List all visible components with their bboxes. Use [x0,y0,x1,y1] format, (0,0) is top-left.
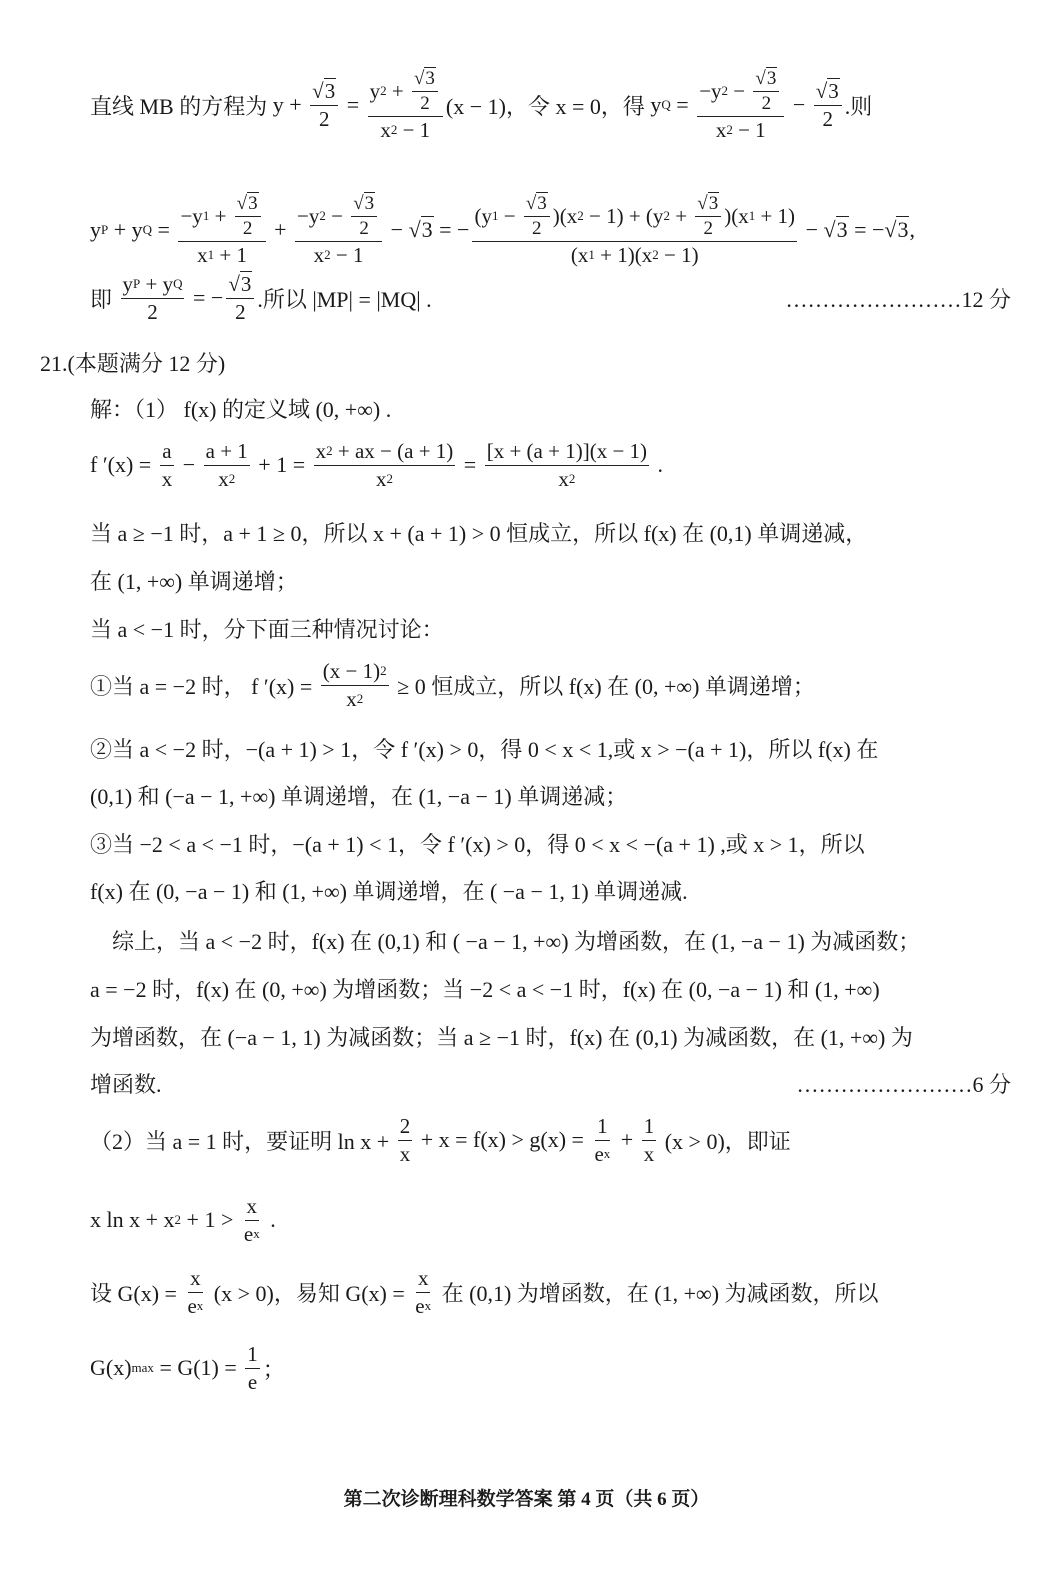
text-run: 2 [147,299,158,324]
numerator [695,193,721,217]
text-run: a + 1 [205,438,248,463]
page-footer: 第二次诊断理科数学答案 第 4 页（共 6 页） [343,1489,710,1510]
text-line [90,868,1011,912]
fraction [351,193,377,240]
text-run: x [380,117,391,142]
text-run: + [615,1127,639,1152]
text-line [90,67,1013,142]
numerator [412,68,438,92]
text-run: 当 a ≥ −1 时，a + 1 ≥ 0，所以 x + (a + 1) > 0 恒成立，所以 f(x) 在 (0,1) 单调递减， [90,520,868,546]
text-line [90,192,1013,267]
fraction [226,272,254,325]
text-run: x [218,466,229,491]
text-run: + y [140,271,174,296]
text-run: 为增函数，在 (−a − 1, 1) 为减函数；当 a ≥ −1 时，f(x) 在 (0,1) 为减函数，在 (1, +∞) 为 [90,1024,913,1050]
text-run: = [341,92,365,117]
fraction [398,1114,413,1167]
superscript: x [196,1298,204,1313]
subscript: 2 [726,122,733,137]
text-run: y [122,271,134,296]
text-run: + x = f(x) > g(x) = [415,1127,590,1152]
text-run: .所以 |MP| = |MQ| . [257,286,432,312]
fraction [814,79,842,132]
text-run: x [313,242,325,267]
numerator [753,68,779,92]
subscript: Q [661,97,671,112]
fraction [642,1114,657,1167]
text-run: x [375,466,387,491]
numerator [314,439,456,466]
fraction [178,193,265,268]
text-run: 即 [90,286,118,312]
text-run: x [161,466,173,491]
square-root: √3 [525,192,547,214]
numerator [368,68,443,117]
text-run: x [643,1141,655,1166]
fraction [185,1266,205,1319]
text-line [90,821,1011,865]
text-run: − [800,217,824,242]
text-run: − 1 [397,117,431,142]
superscript: 2 [174,1212,182,1227]
denominator [374,466,395,492]
text-line [90,510,1011,554]
radicand: 3 [836,217,848,242]
text-run: 1 [643,1113,655,1138]
superscript: 2 [380,663,387,678]
text-run: 设 G(x) = [90,1280,183,1306]
text-run: f(x) 在 (0, −a − 1) 和 (1, +∞) 单调递增，在 ( −a − 1, 1) 单调递减. [90,878,688,904]
text-line [90,606,1011,650]
text-run: 2 [359,217,369,239]
square-root: √3 [823,217,848,242]
numerator [235,193,261,217]
fraction [413,1266,433,1319]
text-run: y [650,92,662,117]
square-root: √3 [815,78,839,103]
denominator [556,466,577,492]
text-run: − [498,203,521,228]
square-root: √3 [408,217,433,242]
text-line [90,1061,1011,1105]
text-line [90,658,1011,711]
text-run: x [315,438,327,463]
numerator [178,193,265,242]
text-run: x [246,1193,258,1218]
fraction [242,1194,262,1247]
text-run: + 1 > [181,1207,239,1232]
denominator [233,299,248,325]
text-run: (x − 1)，令 x = 0，得 [445,93,651,119]
text-line [90,1341,1011,1394]
subscript: P [133,276,141,291]
subscript: 1 [748,208,756,223]
text-line [90,386,1011,430]
text-run: x ln x + x [90,1207,175,1232]
fraction [160,439,175,492]
text-run: + [268,217,293,242]
numerator [121,272,185,299]
text-run: − 1) + (y [583,203,664,228]
square-root: √3 [228,271,252,296]
denominator [821,106,836,132]
subscript: 2 [390,122,398,137]
numerator [188,1266,203,1293]
fraction [485,439,649,492]
numerator [226,272,254,299]
text-run: e [247,1369,258,1394]
numerator [642,1114,657,1141]
fraction [310,79,338,132]
superscript: 2 [386,471,393,486]
text-run: G(x) [90,1355,132,1380]
text-run: 2 [822,106,833,131]
text-run: . [652,452,664,477]
text-run: 2 [399,1113,411,1138]
text-run: = − [187,285,224,310]
fraction [695,193,721,240]
text-run: − [385,217,409,242]
square-root: √3 [755,67,777,89]
denominator [160,466,175,492]
subscript: 1 [207,247,215,262]
text-run: 解：（1） f(x) 的定义域 (0, +∞) . [90,396,392,422]
text-run: x [558,466,569,491]
fraction [245,1342,260,1395]
superscript: 2 [356,691,364,706]
numerator [485,439,649,466]
denominator [760,92,774,115]
text-run: 2 [235,299,246,324]
text-line [90,1265,1011,1318]
text-line [90,966,1011,1010]
numerator [295,193,382,242]
subscript: P [101,222,109,237]
radicand: 3 [425,67,435,89]
fraction [524,193,550,240]
denominator [642,1141,657,1167]
text-run: a = −2 时，f(x) 在 (0, +∞) 为增函数；当 −2 < a < −1 时，f(x) 在 (0, −a − 1) 和 (1, +∞) [90,976,880,1002]
radicand: 3 [324,78,336,103]
subscript: 1 [491,208,499,223]
denominator [312,242,366,268]
text-run: a [162,438,172,463]
radicand: 3 [248,192,258,214]
numerator [351,193,377,217]
text-run: x [715,117,727,142]
text-run: ； [262,1356,285,1382]
text-run: = − [433,217,470,242]
text-run: − 1 [330,242,364,267]
subscript: Q [142,222,153,237]
text-run: (0,1) 和 (−a − 1, +∞) 单调递增，在 (1, −a − 1) 单调递减； [90,783,628,809]
numerator [160,439,173,466]
denominator [714,117,768,143]
subscript: Q [173,276,183,291]
square-root: √3 [697,192,719,214]
text-run: e [415,1293,425,1318]
text-run: , [909,217,915,242]
denominator [241,217,255,240]
text-line [40,340,1011,384]
text-run: − 1 [732,117,766,142]
subscript: max [131,1360,154,1375]
fraction [295,193,382,268]
fraction [235,193,261,240]
text-line [90,1193,1011,1246]
text-line [90,558,1011,602]
subscript: 1 [202,208,210,223]
fraction [412,68,438,115]
superscript: x [603,1146,611,1161]
text-run: − [728,78,751,103]
radicand: 3 [537,192,547,214]
text-line [90,438,1011,491]
numerator [245,1194,260,1221]
numerator [814,79,842,106]
fraction [368,68,443,143]
text-run: f ′(x) = [90,452,157,477]
text-run: (x − 1) [322,658,381,683]
numerator [245,1342,260,1369]
fraction [121,272,185,325]
text-run: x [346,686,357,711]
denominator [344,686,365,712]
text-run: )(x [724,203,749,228]
denominator [246,1369,259,1395]
subscript: 1 [588,247,595,262]
superscript: 2 [326,443,333,458]
text-run: −y [297,203,320,228]
text-run: 直线 MB 的方程为 [90,93,273,119]
text-run: 在 (1, +∞) 单调递增； [90,568,298,594]
text-run: x [417,1265,429,1290]
text-run: [x + (a + 1)](x − 1) [486,438,648,463]
text-run: (y [474,203,492,228]
fraction [314,439,456,492]
text-run: 在 (0,1) 为增函数，在 (1, +∞) 为减函数，所以 [436,1280,879,1306]
denominator [418,92,432,115]
denominator [592,1141,612,1167]
denominator [216,466,237,492]
denominator [195,242,249,268]
text-run: （2）当 a = 1 时，要证明 ln x + [90,1128,395,1154]
denominator [145,299,160,325]
text-run: ③当 −2 < a < −1 时，−(a + 1) < 1，令 f ′(x) > 0，得 0 < x < −(a + 1) ,或 x > 1，所以 [90,831,865,857]
text-line [90,918,1011,962]
numerator [697,68,784,117]
denominator [702,217,716,240]
denominator [242,1221,262,1247]
text-run: + y [108,217,143,242]
text-run: = [670,92,695,117]
numerator [398,1114,413,1141]
radicand: 3 [828,78,839,103]
text-run: (x [570,242,589,267]
text-run: + 1) [755,203,796,228]
superscript: x [424,1298,432,1313]
fraction [204,439,250,492]
text-run: 综上，当 a < −2 时，f(x) 在 (0,1) 和 ( −a − 1, +∞) 为增函数，在 (1, −a − 1) 为减函数； [90,928,921,954]
radicand: 3 [240,271,252,296]
text-run: − [325,203,349,228]
denominator [569,242,701,268]
fraction [472,193,797,268]
text-run: 2 [761,92,772,114]
subscript: 2 [324,247,331,262]
radicand: 3 [708,192,719,214]
subscript: 2 [652,247,659,262]
text-run: + [669,203,693,228]
text-run: 2 [242,217,253,239]
superscript: x [253,1226,260,1241]
text-run: + [209,203,232,228]
square-root: √3 [353,192,375,214]
text-run: − 1) [658,242,699,267]
text-run: ①当 a = −2 时， f ′(x) = [90,673,318,699]
superscript: 2 [228,471,236,486]
text-run: ……………………6 分 [796,1071,1011,1097]
text-run: = − [848,217,885,242]
denominator [357,217,371,240]
text-run: − [177,452,201,477]
text-run: ……………………12 分 [785,286,1011,312]
text-run: e [594,1141,604,1166]
text-run: 1 [247,1341,258,1366]
text-line [90,271,1011,324]
numerator [310,79,338,106]
text-run: 增函数. [90,1071,162,1097]
text-run: x [197,242,208,267]
denominator [185,1293,205,1319]
text-run: y [90,217,101,242]
text-run: − [787,92,811,117]
text-run: = G(1) = [153,1355,243,1380]
text-run: 2 [703,217,713,239]
numerator [416,1266,431,1293]
text-run: + 1)(x [594,242,653,267]
text-run: 21.(本题满分 12 分) [40,350,226,376]
text-run: e [187,1293,197,1318]
subscript: 2 [663,208,670,223]
text-line [90,1014,1011,1058]
numerator [472,193,797,242]
text-line [90,1113,1011,1166]
text-run: + ax − (a + 1) [332,438,454,463]
text-run: ②当 a < −2 时，−(a + 1) > 1，令 f ′(x) > 0，得 0 < x < 1,或 x > −(a + 1)，所以 f(x) 在 [90,736,879,762]
text-line [90,773,1011,817]
text-run: y + [272,92,308,117]
radicand: 3 [364,192,375,214]
fraction [321,659,389,712]
text-run: + 1 = [252,452,311,477]
text-run: .则 [844,93,873,119]
text-run: 2 [420,92,430,114]
numerator [595,1114,610,1141]
text-run: −y [180,203,203,228]
radicand: 3 [897,217,909,242]
text-run: ≥ 0 恒成立，所以 f(x) 在 (0, +∞) 单调递增； [391,673,815,699]
denominator [413,1293,433,1319]
text-run: x [190,1265,201,1290]
denominator [530,217,544,240]
text-run: . [264,1207,276,1232]
text-run: 1 [597,1113,608,1138]
numerator [321,659,389,686]
radicand: 3 [421,217,433,242]
text-run: )(x [552,203,578,228]
subscript: 2 [319,208,326,223]
numerator [524,193,550,217]
denominator [317,106,332,132]
text-run: 当 a < −1 时，分下面三种情况讨论： [90,616,444,642]
fraction [697,68,784,143]
text-run: + [386,78,409,103]
subscript: 2 [380,83,387,98]
text-run: = [458,452,482,477]
numerator [204,439,250,466]
denominator [398,1141,413,1167]
text-run: (x > 0)，即证 [659,1128,791,1154]
fraction [592,1114,612,1167]
radicand: 3 [766,67,777,89]
fraction [753,68,779,115]
square-root: √3 [312,78,336,103]
text-run: e [243,1221,254,1246]
text-run: 2 [318,106,330,131]
text-run: y [369,78,381,103]
subscript: 2 [577,208,584,223]
superscript: 2 [568,471,576,486]
text-run: + 1 [214,242,247,267]
denominator [378,117,432,143]
text-run: 2 [532,217,542,239]
square-root: √3 [884,217,909,242]
text-run: (x > 0)，易知 G(x) = [208,1280,411,1306]
square-root: √3 [236,192,258,214]
text-run: = [152,217,176,242]
text-run: −y [699,78,722,103]
square-root: √3 [413,67,435,89]
subscript: 2 [721,83,729,98]
text-run: x [399,1141,411,1166]
text-line [90,726,1011,770]
